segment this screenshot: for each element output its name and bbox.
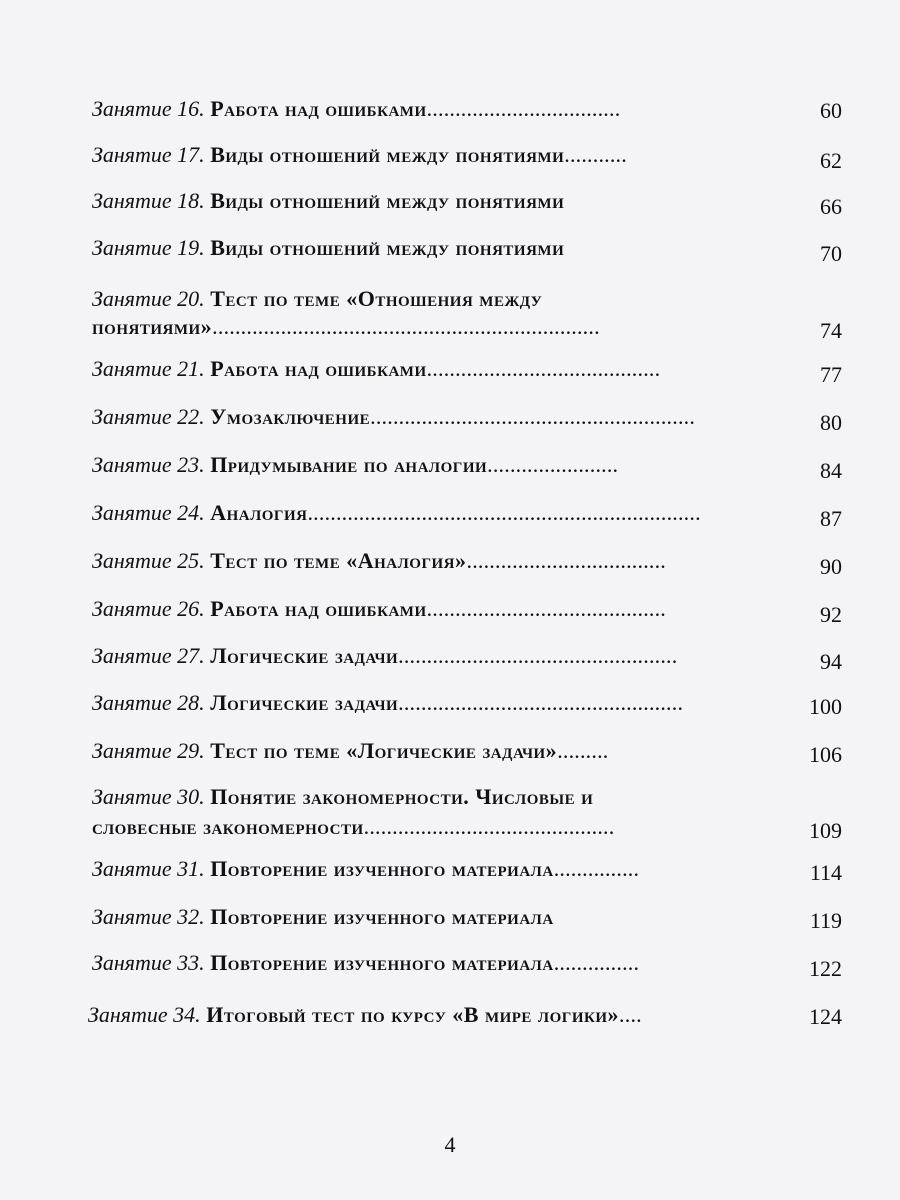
page-ref: 62 — [820, 148, 842, 173]
lesson-number: Занятие 24. — [92, 500, 205, 525]
lesson-title: Тест по теме «Аналогия» — [210, 548, 467, 573]
lesson-number: Занятие 31. — [92, 856, 205, 881]
leader-dots: ......................................................... — [370, 404, 696, 429]
page-ref: 84 — [820, 458, 842, 483]
leader-dots: ........... — [564, 142, 627, 167]
lesson-number: Занятие 25. — [92, 548, 205, 573]
page-ref: 100 — [809, 694, 842, 719]
lesson-title: Логические задачи — [210, 690, 399, 715]
lesson-number: Занятие 19. — [92, 235, 205, 260]
leader-dots: ............................................ — [363, 814, 615, 839]
page-ref: 114 — [809, 860, 842, 885]
leader-dots: .................................. — [426, 96, 621, 121]
lesson-number: Занятие 34. — [88, 1002, 201, 1027]
page-ref: 124 — [809, 1004, 842, 1029]
lesson-title: Повторение изученного материала — [210, 904, 554, 929]
leader-dots: ......... — [557, 738, 609, 763]
lesson-number: Занятие 27. — [92, 643, 205, 668]
lesson-title: Придумывание по аналогии — [210, 452, 488, 477]
leader-dots: ..................................................................... — [307, 500, 701, 525]
lesson-title: Виды отношений между понятиями — [210, 235, 565, 260]
lesson-number: Занятие 23. — [92, 452, 205, 477]
lesson-number: Занятие 17. — [92, 142, 205, 167]
page-ref: 80 — [820, 410, 842, 435]
leader-dots: ....................... — [487, 452, 619, 477]
lesson-title-continued: словесные закономерности — [92, 814, 364, 839]
lesson-number: Занятие 29. — [92, 738, 205, 763]
leader-dots: ............... — [553, 950, 640, 975]
lesson-number: Занятие 20. — [92, 286, 205, 311]
page-ref: 60 — [820, 98, 842, 123]
page-ref: 77 — [820, 362, 842, 387]
lesson-number: Занятие 33. — [92, 950, 205, 975]
lesson-title: Повторение изученного материала — [210, 950, 554, 975]
leader-dots: ......................................... — [426, 356, 661, 381]
page-ref: 119 — [809, 908, 842, 933]
lesson-title: Умозаключение — [210, 404, 371, 429]
page-ref: 94 — [820, 649, 842, 674]
lesson-title: Тест по теме «Логические задачи» — [210, 738, 558, 763]
lesson-title: Аналогия — [210, 500, 308, 525]
leader-dots: .................................................................... — [212, 314, 600, 339]
page-ref: 87 — [820, 506, 842, 531]
page-ref: 90 — [820, 554, 842, 579]
page-ref: 109 — [809, 818, 842, 843]
lesson-title: Повторение изученного материала — [210, 856, 554, 881]
lesson-title: Итоговый тест по курсу «В мире логики» — [206, 1002, 620, 1027]
lesson-title: Работа над ошибками — [210, 596, 427, 621]
lesson-title: Тест по теме «Отношения между — [210, 286, 543, 311]
page-number: 4 — [444, 1132, 456, 1157]
page-ref: 66 — [820, 194, 842, 219]
leader-dots: .... — [619, 1002, 642, 1027]
lesson-title: Работа над ошибками — [210, 356, 427, 381]
page-ref: 106 — [809, 742, 842, 767]
page-ref: 74 — [820, 318, 842, 343]
page-ref: 122 — [809, 956, 842, 981]
leader-dots: .................................................. — [398, 690, 684, 715]
leader-dots: ............... — [553, 856, 640, 881]
leader-dots: ................................... — [466, 548, 666, 573]
lesson-title: Понятие закономерности. Числовые и — [210, 784, 594, 809]
lesson-title: Виды отношений между понятиями — [210, 142, 565, 167]
leader-dots: ................................................. — [398, 643, 678, 668]
lesson-number: Занятие 16. — [92, 96, 205, 121]
page-ref: 92 — [820, 602, 842, 627]
lesson-number: Занятие 26. — [92, 596, 205, 621]
lesson-number: Занятие 22. — [92, 404, 205, 429]
lesson-number: Занятие 18. — [92, 188, 205, 213]
lesson-title: Виды отношений между понятиями — [210, 188, 565, 213]
lesson-number: Занятие 30. — [92, 784, 205, 809]
lesson-number: Занятие 32. — [92, 904, 205, 929]
lesson-number: Занятие 21. — [92, 356, 205, 381]
lesson-number: Занятие 28. — [92, 690, 205, 715]
lesson-title: Логические задачи — [210, 643, 399, 668]
page-ref: 70 — [820, 241, 842, 266]
lesson-title: Работа над ошибками — [210, 96, 427, 121]
leader-dots: .......................................... — [426, 596, 667, 621]
lesson-title-continued: понятиями» — [92, 314, 213, 339]
